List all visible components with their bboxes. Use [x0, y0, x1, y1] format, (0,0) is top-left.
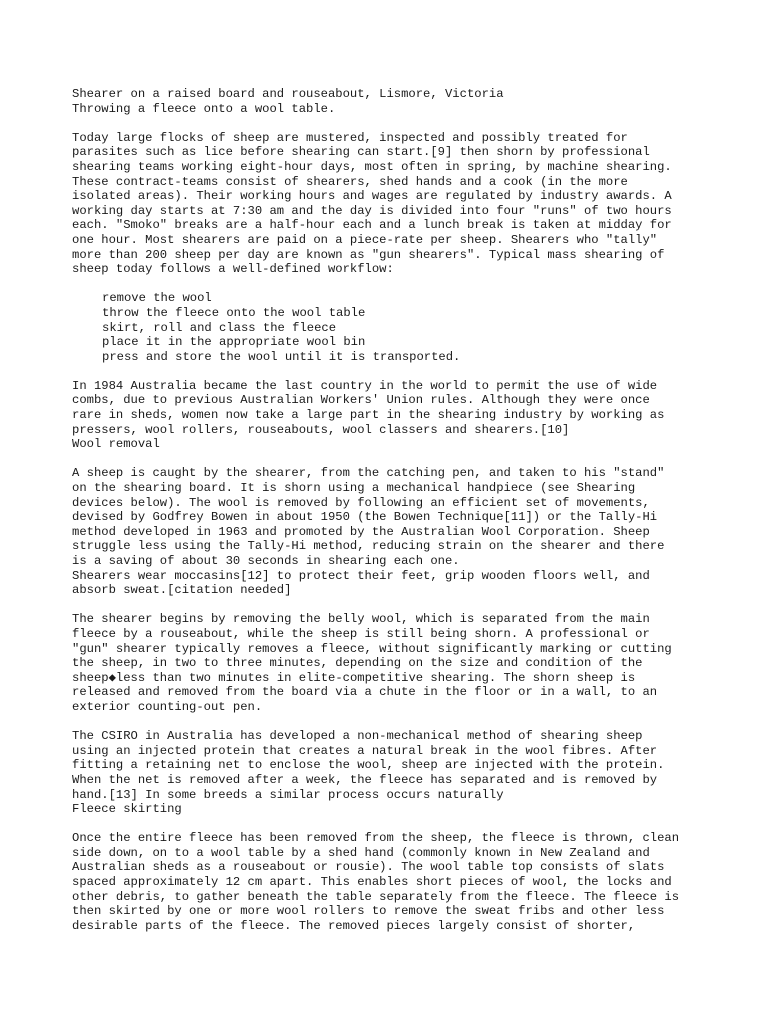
text-line: fleece by a rouseabout, while the sheep is still being shorn. A professional or [72, 626, 650, 641]
text-line: shearing teams working eight-hour days, most often in spring, by machine shearing. [72, 159, 672, 174]
text-line: sheep◆less than two minutes in elite-competitive shearing. The shorn sheep is [72, 670, 636, 685]
text-line: fitting a retaining net to enclose the wool, sheep are injected with the protein. [72, 758, 665, 773]
paragraph-gap [72, 598, 732, 613]
text-line: absorb sweat.[citation needed] [72, 583, 292, 598]
text-line: Fleece skirting [72, 802, 182, 817]
text-line: on the shearing board. It is shorn using a mechanical handpiece (see Shearing [72, 481, 636, 496]
paragraph-gap [72, 364, 732, 379]
paragraph [72, 729, 732, 817]
text-line: other debris, to gather beneath the table separately from the fleece. The fleece is [72, 889, 680, 904]
paragraph-gap [72, 715, 732, 730]
paragraph-gap [72, 116, 732, 131]
text-line: In 1984 Australia became the last country in the world to permit the use of wide [72, 378, 658, 393]
text-line: rare in sheds, women now take a large part in the shearing industry by working as [72, 408, 665, 423]
text-line: Once the entire fleece has been removed from the sheep, the fleece is thrown, clean [72, 831, 680, 846]
text-line: devised by Godfrey Bowen in about 1950 (the Bowen Technique[11]) or the Tally-Hi [72, 510, 658, 525]
paragraph [72, 466, 732, 597]
text-line: spaced approximately 12 cm apart. This enables short pieces of wool, the locks and [72, 875, 672, 890]
text-line: Wool removal [72, 437, 160, 452]
text-line: the sheep, in two to three minutes, depending on the size and condition of the [72, 656, 643, 671]
document-page [72, 87, 732, 933]
text-line: sheep today follows a well-defined workflow: [72, 262, 394, 277]
paragraph [72, 87, 732, 116]
text-line: desirable parts of the fleece. The removed pieces largely consist of shorter, [72, 918, 636, 933]
text-line: each. "Smoko" breaks are a half-hour each and a lunch break is taken at midday for [72, 218, 672, 233]
text-line: is a saving of about 30 seconds in shearing each one. [72, 554, 460, 568]
text-line: using an injected protein that creates a natural break in the wool fibres. After [72, 743, 658, 758]
text-line: combs, due to previous Australian Workers' Union rules. Although they were once [72, 393, 650, 408]
text-line: These contract-teams consist of shearers, shed hands and a cook (in the more [72, 174, 628, 189]
list-item: throw the fleece onto the wool table [102, 305, 366, 320]
text-line: parasites such as lice before shearing can start.[9] then shorn by professional [72, 145, 650, 160]
text-line: then skirted by one or more wool rollers to remove the sweat fribs and other less [72, 904, 665, 919]
text-line: one hour. Most shearers are paid on a piece-rate per sheep. Shearers who "tally" [72, 232, 658, 247]
text-line: exterior counting-out pen. [72, 699, 263, 714]
paragraph [72, 131, 732, 277]
text-line: The CSIRO in Australia has developed a non-mechanical method of shearing sheep [72, 729, 643, 744]
text-line: more than 200 sheep per day are known as "gun shearers". Typical mass shearing of [72, 247, 665, 262]
text-line: Australian sheds as a rouseabout or rousie). The wool table top consists of slats [72, 860, 665, 875]
bullet-list [72, 291, 732, 364]
list-item: remove the wool [102, 291, 212, 306]
text-line: method developed in 1963 and promoted by the Australian Wool Corporation. Sheep [72, 524, 650, 539]
text-line: pressers, wool rollers, rouseabouts, wool classers and shearers.[10] [72, 422, 570, 437]
paragraph-gap [72, 817, 732, 832]
text-line: A sheep is caught by the shearer, from the catching pen, and taken to his "stand" [72, 466, 665, 481]
list-item: press and store the wool until it is transported. [102, 349, 461, 364]
text-line: working day starts at 7:30 am and the day is divided into four "runs" of two hours [72, 203, 672, 218]
text-line: Today large flocks of sheep are mustered, inspected and possibly treated for [72, 130, 628, 145]
text-line: released and removed from the board via a chute in the floor or in a wall, to an [72, 685, 658, 700]
text-line: Throwing a fleece onto a wool table. [72, 101, 336, 116]
text-line: "gun" shearer typically removes a fleece, without significantly marking or cutting [72, 641, 672, 656]
text-line: hand.[13] In some breeds a similar process occurs naturally [72, 787, 504, 802]
paragraph [72, 379, 732, 452]
text-line: When the net is removed after a week, the fleece has separated and is removed by [72, 772, 658, 787]
text-line: The shearer begins by removing the belly wool, which is separated from the main [72, 612, 650, 627]
text-line: devices below). The wool is removed by following an efficient set of movements, [72, 495, 650, 510]
paragraph-gap [72, 277, 732, 292]
text-line: struggle less using the Tally-Hi method, reducing strain on the shearer and there [72, 539, 665, 554]
paragraph-gap [72, 452, 732, 467]
list-item: skirt, roll and class the fleece [102, 320, 337, 335]
text-line: Shearers wear moccasins[12] to protect their feet, grip wooden floors well, and [72, 568, 650, 583]
text-line: Shearer on a raised board and rouseabout, Lismore, Victoria [72, 87, 504, 101]
paragraph [72, 831, 732, 933]
list-item: place it in the appropriate wool bin [102, 335, 366, 350]
paragraph [72, 612, 732, 714]
text-line: isolated areas). Their working hours and wages are regulated by industry awards. A [72, 189, 672, 204]
text-line: side down, on to a wool table by a shed hand (commonly known in New Zealand and [72, 845, 650, 860]
